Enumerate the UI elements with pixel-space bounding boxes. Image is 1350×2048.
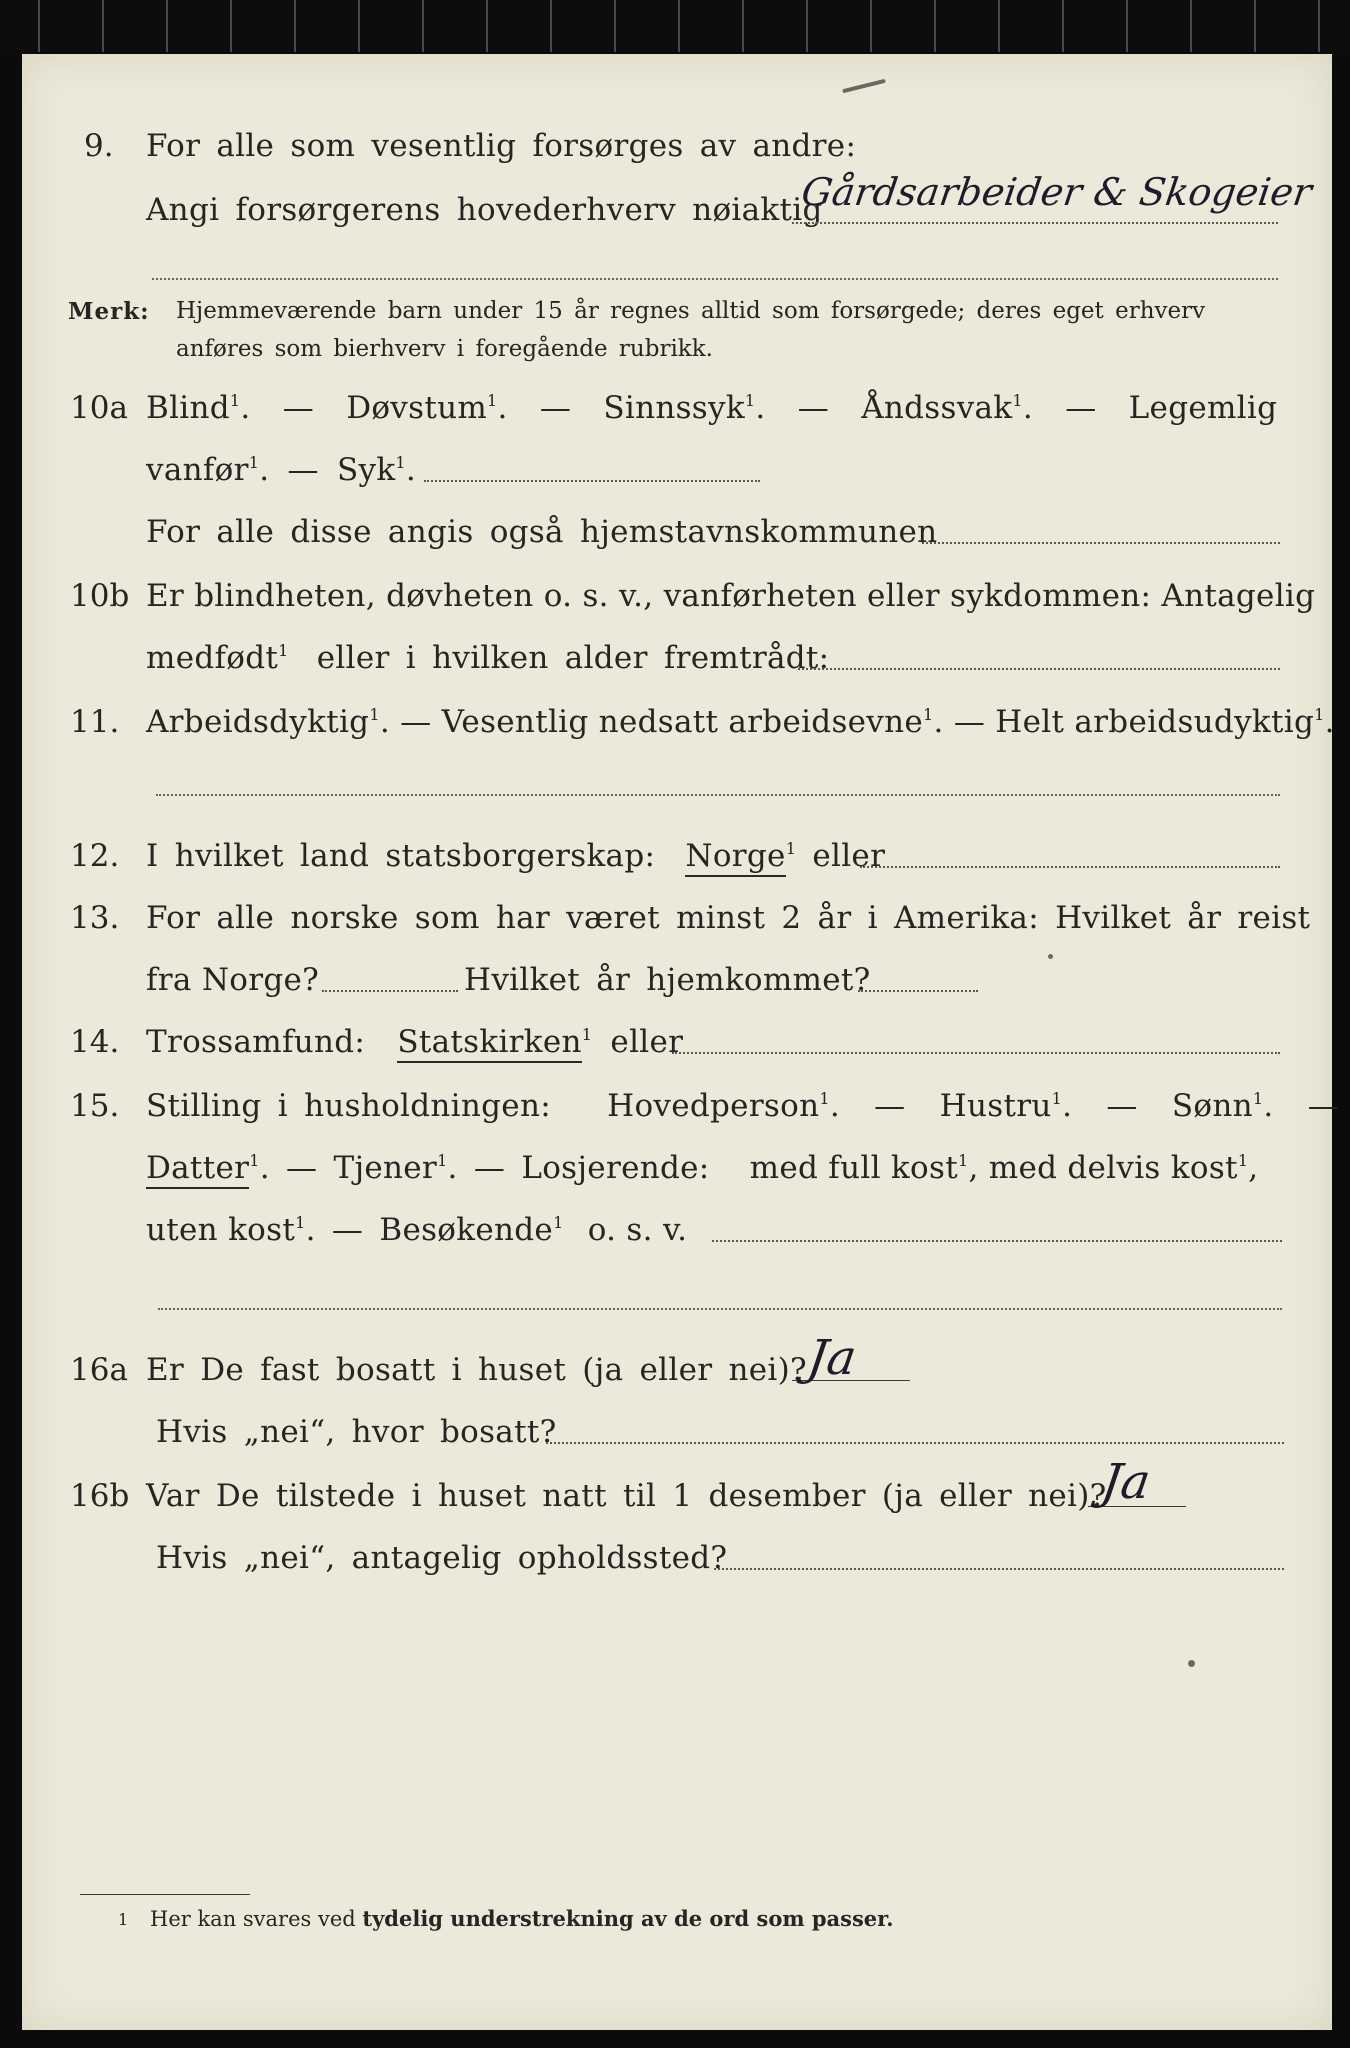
q13-number: 13. xyxy=(70,900,120,936)
footnote-ref: 1 xyxy=(487,391,498,410)
q10a-opt-sinnssyk: Sinnssyk xyxy=(603,390,745,426)
q9-number: 9. xyxy=(84,128,114,164)
scan-edge xyxy=(0,0,1350,52)
q9-handwritten-answer: Gårdsarbeider & Skogeier xyxy=(798,170,1315,214)
dash: — xyxy=(1106,1088,1138,1124)
q16a-handwritten-answer: Ja xyxy=(804,1330,860,1386)
q10b-line2 xyxy=(146,640,829,676)
q15-opt-full-kost: med full kost xyxy=(749,1150,958,1186)
footnote-marker: 1 xyxy=(118,1910,129,1929)
q10b-answer-line xyxy=(798,668,1280,670)
dash: — xyxy=(400,704,432,740)
dash: — xyxy=(331,1212,364,1248)
dash: — xyxy=(287,452,319,488)
q16b-line2: Hvis „nei“, antagelig opholdssted? xyxy=(156,1540,728,1576)
q11-opt-udyktig: Helt arbeidsudyktig xyxy=(995,704,1315,740)
footnote-ref: 1 xyxy=(1012,391,1023,410)
q10b-number: 10b xyxy=(70,578,130,614)
ink-dot xyxy=(1188,1660,1195,1667)
q10a-opt-vanfor: vanfør xyxy=(146,452,249,488)
merk-line2: anføres som bierhverv i foregående rubrikk. xyxy=(176,336,713,362)
q14-answer-line xyxy=(672,1052,1280,1054)
q12-text: I hvilket land statsborgerskap: xyxy=(146,838,656,874)
q10a-opt-legemlig: Legemlig xyxy=(1128,390,1278,426)
q9-answer-line xyxy=(792,222,1278,224)
q15-opt-hustru: Hustru xyxy=(939,1088,1052,1124)
pencil-mark xyxy=(842,79,886,94)
q10a-opt-dovstum: Døvstum xyxy=(346,390,488,426)
q12-number: 12. xyxy=(70,838,120,874)
dash: — xyxy=(874,1088,906,1124)
dash: — xyxy=(797,390,830,426)
dash: — xyxy=(1065,390,1097,426)
footnote-ref: 1 xyxy=(369,705,380,724)
footnote-ref: 1 xyxy=(1237,1151,1249,1170)
q10a-opt-blind: Blind xyxy=(146,390,230,426)
q14-selected-statskirken: Statskirken xyxy=(397,1024,581,1063)
q10b-line1: Er blindheten, døvheten o. s. v., vanførheten eller sykdommen: Antagelig xyxy=(146,578,1316,614)
q11-opt-arbeidsdyktig: Arbeidsdyktig xyxy=(146,704,370,740)
q15-opt-besokende: Besøkende xyxy=(379,1212,554,1248)
ink-dot xyxy=(1048,954,1053,959)
q13-hjemkommet-line xyxy=(858,990,978,992)
footnote-ref: 1 xyxy=(395,453,406,472)
q15-line3: uten kost$^1$. — Besøkende$^1$ o. s. v. xyxy=(146,1212,688,1248)
q15-label: Stilling i husholdningen: xyxy=(146,1088,551,1124)
q9-line2: Angi forsørgerens hovederhverv nøiaktig xyxy=(146,192,823,228)
q15-opt-hovedperson: Hovedperson xyxy=(607,1088,820,1124)
q16a-line1: Er De fast bosatt i huset (ja eller nei)? xyxy=(146,1352,807,1388)
q10b-opt-medfodt: medfødt xyxy=(146,640,279,676)
q14-text: Trossamfund: xyxy=(146,1024,366,1060)
dash: — xyxy=(473,1150,506,1186)
footnote-text-a: Her kan svares ved xyxy=(150,1907,356,1931)
footnote-ref: 1 xyxy=(923,705,934,724)
q10b-alder: eller i hvilken alder fremtrådt: xyxy=(316,640,830,676)
footnote-text-b: tydelig understrekning av de ord som passer. xyxy=(362,1906,894,1931)
q12-selected-norge: Norge xyxy=(685,838,785,877)
q14-eller: eller xyxy=(610,1024,684,1060)
q15-selected-datter: Datter xyxy=(146,1150,249,1189)
footnote-ref: 1 xyxy=(553,1213,564,1232)
merk-label: Merk: xyxy=(68,298,150,325)
dash: — xyxy=(282,390,315,426)
dash: — xyxy=(286,1150,318,1186)
q16b-oppholdssted-line xyxy=(714,1568,1284,1570)
footnote-ref: 1 xyxy=(1051,1089,1063,1108)
dash: — xyxy=(539,390,572,426)
footnote-ref: 1 xyxy=(785,839,797,858)
q10a-syk-line xyxy=(424,480,760,482)
q15-opt-uten-kost: uten kost xyxy=(146,1212,296,1248)
q12-eller: eller xyxy=(812,838,886,874)
q12-answer-line xyxy=(860,866,1280,868)
q10a-opt-andssvak: Åndssvak xyxy=(861,390,1013,426)
q14-number: 14. xyxy=(70,1024,120,1060)
q15-number: 15. xyxy=(70,1088,120,1124)
q15-osv: o. s. v. xyxy=(587,1212,688,1248)
q16a-number: 16a xyxy=(70,1352,128,1388)
footnote-text xyxy=(150,1906,894,1931)
q9-blank-line xyxy=(152,278,1278,280)
q15-answer-line xyxy=(712,1240,1282,1242)
q11-blank-line xyxy=(156,794,1280,796)
q10a-line3: For alle disse angis også hjemstavnskommunen xyxy=(146,514,938,550)
census-form-page xyxy=(22,54,1339,2030)
footnote-ref: 1 xyxy=(744,391,756,410)
q11-number: 11. xyxy=(70,704,120,740)
q10a-line2: vanfør$^1$. — Syk$^1$. xyxy=(146,452,417,488)
footnote-ref: 1 xyxy=(581,1025,593,1044)
q13-line1: For alle norske som har været minst 2 år i Amerika: Hvilket år reist xyxy=(146,900,1311,936)
footnote-ref: 1 xyxy=(957,1151,969,1170)
q12-line xyxy=(146,838,885,874)
q13-reist-line xyxy=(322,990,458,992)
footnote-ref: 1 xyxy=(1314,705,1325,724)
q15-line1: Stilling i husholdningen: Hovedperson$^1$. — Hustru$^1$. — Sønn$^1$. — xyxy=(146,1088,1339,1124)
footnote-separator xyxy=(80,1894,250,1895)
q11-line: Arbeidsdyktig$^1$. — Vesentlig nedsatt arbeidsevne$^1$. — Helt arbeidsudyktig$^1$. xyxy=(146,704,1335,740)
q9-line1: For alle som vesentlig forsørges av andre: xyxy=(146,128,857,164)
q15-blank-line xyxy=(158,1308,1282,1310)
q16b-number: 16b xyxy=(70,1478,130,1514)
q14-line xyxy=(146,1024,683,1060)
footnote-ref: 1 xyxy=(295,1213,306,1232)
q15-opt-sonn: Sønn xyxy=(1171,1088,1253,1124)
q13-line2b: Hvilket år hjemkommet? xyxy=(464,962,871,998)
footnote-ref: 1 xyxy=(1252,1089,1264,1108)
q15-opt-losjerende: Losjerende: xyxy=(521,1150,710,1186)
footnote-ref: 1 xyxy=(819,1089,830,1108)
dash: — xyxy=(1307,1088,1339,1124)
q16a-line2: Hvis „nei“, hvor bosatt? xyxy=(156,1414,557,1450)
q16b-handwritten-answer: Ja xyxy=(1098,1454,1154,1510)
q16a-bosatt-line xyxy=(546,1442,1284,1444)
q11-opt-nedsatt: Vesentlig nedsatt arbeidsevne xyxy=(441,704,924,740)
dash: — xyxy=(953,704,986,740)
q10a-opt-syk: Syk xyxy=(336,452,396,488)
q10a-hjemstavn-line xyxy=(922,542,1280,544)
footnote-ref: 1 xyxy=(437,1151,448,1170)
q16b-line1: Var De tilstede i huset natt til 1 desember (ja eller nei)? xyxy=(146,1478,1107,1514)
q13-line2a: fra Norge? xyxy=(146,962,320,998)
footnote-ref: 1 xyxy=(249,1151,260,1170)
footnote-ref: 1 xyxy=(248,453,260,472)
q10a-number: 10a xyxy=(70,390,128,426)
footnote-ref: 1 xyxy=(229,391,241,410)
q15-opt-tjener: Tjener xyxy=(333,1150,438,1186)
q15-opt-delvis-kost: med delvis kost xyxy=(988,1150,1238,1186)
q10a-line1: Blind$^1$. — Døvstum$^1$. — Sinnssyk$^1$. — Åndssvak$^1$. — Legemlig xyxy=(146,390,1278,426)
merk-line1: Hjemmeværende barn under 15 år regnes alltid som forsørgede; deres eget erhverv xyxy=(176,298,1206,324)
q15-line2: Datter$^1$. — Tjener$^1$. — Losjerende: med full kost$^1$, med delvis kost$^1$, xyxy=(146,1150,1258,1186)
footnote-ref: 1 xyxy=(278,641,289,660)
